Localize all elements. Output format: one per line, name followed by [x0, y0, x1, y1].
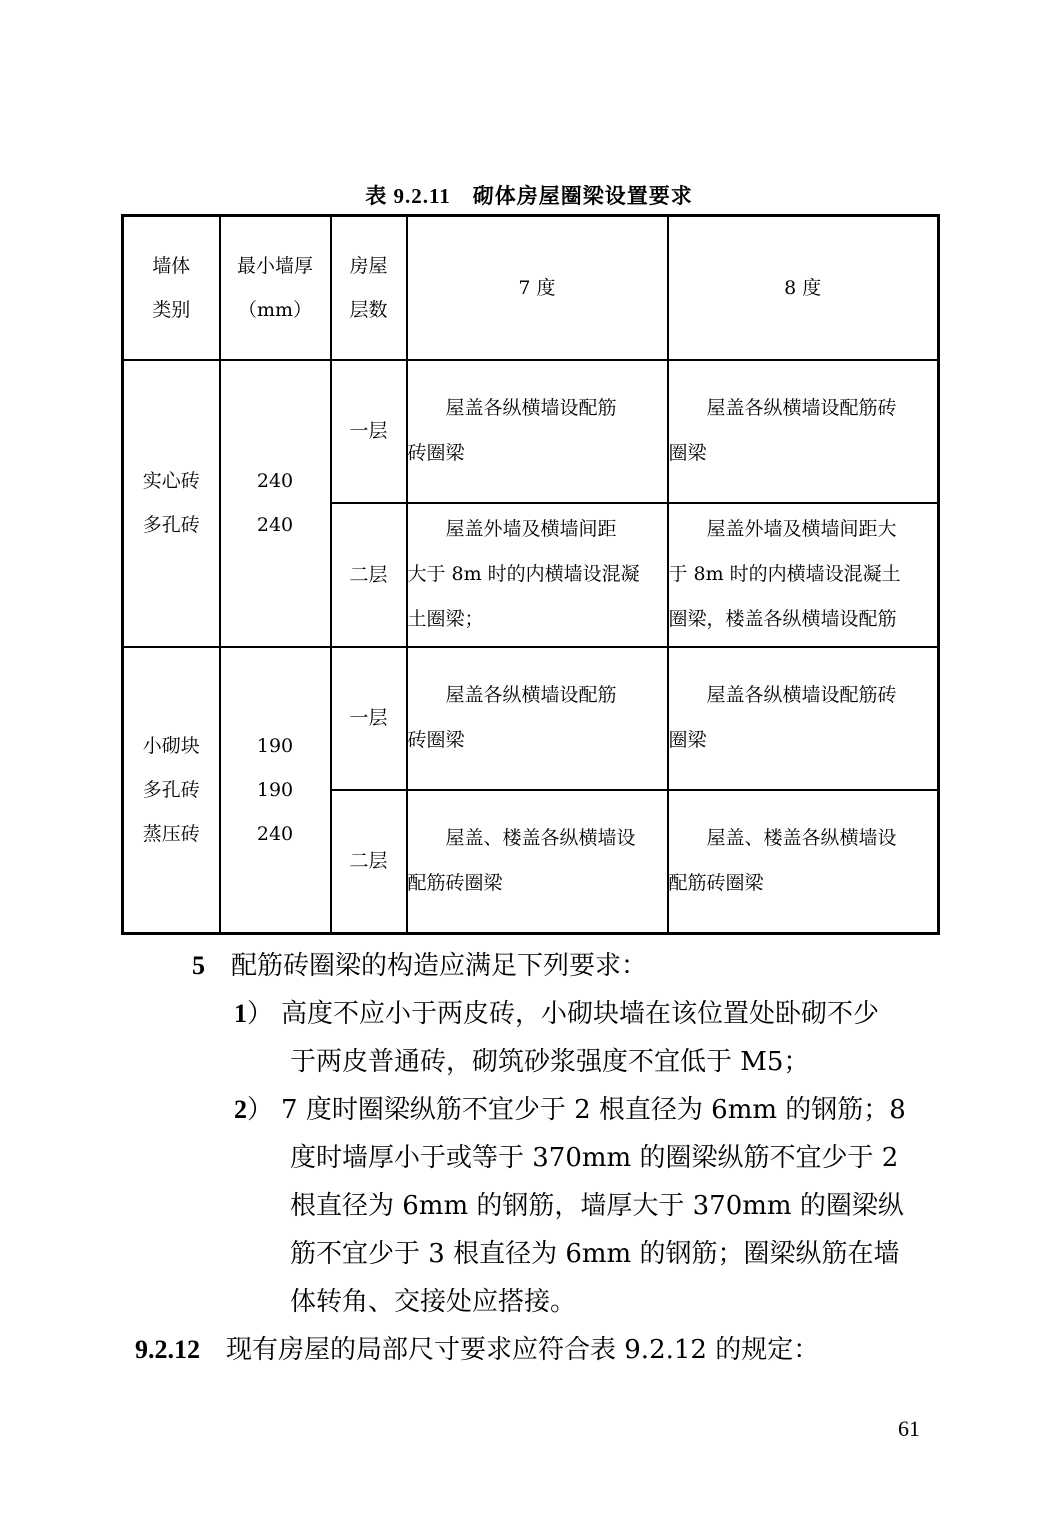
sub-item-2-number: 2: [234, 1095, 247, 1124]
sub-item-2-cont: 筋不宜少于 3 根直径为 6mm 的钢筋；圈梁纵筋在墙: [290, 1239, 900, 1269]
sub-item-2-cont: 根直径为 6mm 的钢筋，墙厚大于 370mm 的圈梁纵: [290, 1191, 904, 1221]
header-wall-type: 墙体 类别: [123, 216, 220, 360]
degree-8-cell: 屋盖、楼盖各纵横墙设 配筋砖圈梁: [668, 790, 939, 934]
degree-8-cell: 屋盖各纵横墙设配筋砖 圈梁: [668, 647, 939, 790]
floors-cell: 一层: [331, 647, 407, 790]
header-degree-7: 7 度: [407, 216, 668, 360]
thickness-cell: 240 240: [220, 360, 331, 647]
floors-cell: 二层: [331, 503, 407, 647]
degree-7-cell: 屋盖各纵横墙设配筋 砖圈梁: [407, 360, 668, 503]
wall-type-cell: 实心砖 多孔砖: [123, 360, 220, 647]
table-row: [123, 647, 939, 790]
degree-8-cell: 屋盖各纵横墙设配筋砖 圈梁: [668, 360, 939, 503]
table-title: 砌体房屋圈梁设置要求: [472, 184, 693, 208]
degree-7-cell: 屋盖、楼盖各纵横墙设 配筋砖圈梁: [407, 790, 668, 934]
sub-item-2-cont: 体转角、交接处应搭接。: [290, 1287, 577, 1317]
sub-item-2-cont: 度时墙厚小于或等于 370mm 的圈梁纵筋不宜少于 2: [290, 1143, 899, 1173]
item-5: [192, 942, 647, 990]
wall-type-cell: 小砌块 多孔砖 蒸压砖: [123, 647, 220, 934]
ring-beam-table: [121, 214, 940, 935]
floors-cell: 二层: [331, 790, 407, 934]
table-caption: [0, 180, 1058, 210]
degree-7-cell: 屋盖各纵横墙设配筋 砖圈梁: [407, 647, 668, 790]
table-number: 表 9.2.11: [365, 184, 451, 208]
header-floors: 房屋 层数: [331, 216, 407, 360]
table-header-row: [123, 216, 939, 360]
clause-9-2-12: [135, 1326, 819, 1374]
floors-cell: 一层: [331, 360, 407, 503]
sub-item-2-line: 7 度时圈梁纵筋不宜少于 2 根直径为 6mm 的钢筋；8: [281, 1095, 906, 1125]
sub-item-1-line: 高度不应小于两皮砖，小砌块墙在该位置处卧砌不少: [281, 999, 880, 1029]
clause-text: 现有房屋的局部尺寸要求应符合表 9.2.12 的规定：: [226, 1335, 820, 1365]
sub-item-1: 1） 高度不应小于两皮砖，小砌块墙在该位置处卧砌不少: [234, 999, 880, 1029]
item-5-text: 配筋砖圈梁的构造应满足下列要求：: [231, 951, 648, 981]
item-5-number: 5: [192, 951, 205, 980]
table-row: [123, 360, 939, 503]
sub-item-1-cont: 于两皮普通砖，砌筑砂浆强度不宜低于 M5；: [290, 1047, 810, 1077]
page-number: 61: [898, 1416, 920, 1441]
thickness-cell: 190 190 240: [220, 647, 331, 934]
degree-7-cell: 屋盖外墙及横墙间距 大于 8m 时的内横墙设混凝 土圈梁；: [407, 503, 668, 647]
sub-item-1-number: 1: [234, 999, 247, 1028]
sub-item-2: 2） 7 度时圈梁纵筋不宜少于 2 根直径为 6mm 的钢筋；8: [234, 1095, 906, 1125]
clause-number: 9.2.12: [135, 1335, 200, 1364]
header-degree-8: 8 度: [668, 216, 939, 360]
header-min-thickness: 最小墙厚 （mm）: [220, 216, 331, 360]
degree-8-cell: 屋盖外墙及横墙间距大 于 8m 时的内横墙设混凝土 圈梁，楼盖各纵横墙设配筋: [668, 503, 939, 647]
